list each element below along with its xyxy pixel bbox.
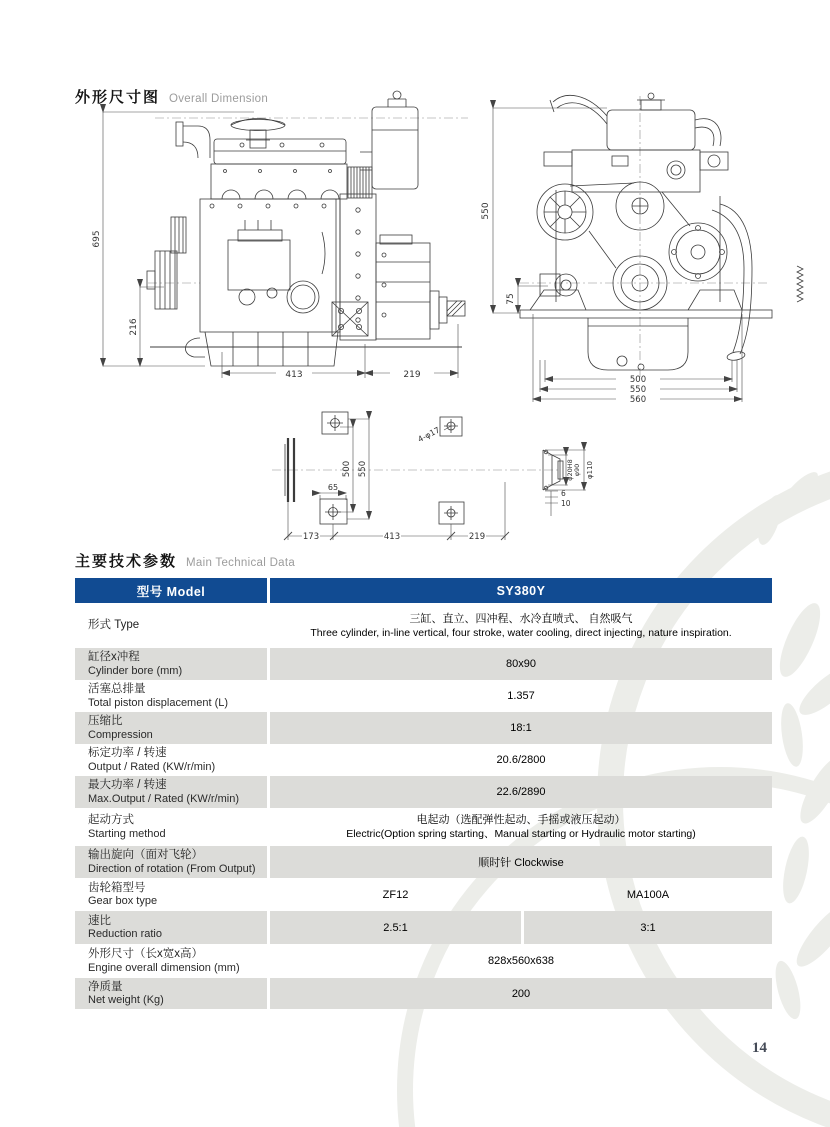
row-label-zh: 压缩比 — [88, 715, 123, 728]
air-filter — [231, 119, 285, 149]
side-view-drawing — [92, 91, 468, 380]
dim-side-crank-height: 216 — [129, 318, 139, 336]
section-title-zh: 主要技术参数 — [75, 553, 178, 570]
engine-dimension-drawings — [0, 0, 830, 560]
technical-data-table — [75, 578, 772, 1009]
row-label-en: Direction of rotation (From Output) — [88, 862, 256, 875]
table-header-row — [75, 578, 772, 603]
engine-block — [200, 199, 340, 332]
model-header-label: 型号 Model — [75, 578, 270, 603]
table-row-compression — [75, 712, 772, 744]
dim-plan-pad-width: 65 — [327, 483, 339, 492]
dim-plan-flange-outer: φ110 — [586, 461, 594, 479]
dim-front-overall-height: 550 — [481, 202, 491, 220]
row-value: 828x560x638 — [487, 955, 555, 967]
breather-hose — [695, 119, 721, 146]
row-label-zh: 形式 Type — [88, 619, 140, 632]
row-label-en: Reduction ratio — [88, 928, 162, 941]
section-title-en: Overall Dimension — [169, 93, 269, 105]
dim-side-gearbox-length: 219 — [403, 370, 421, 380]
dim-side-block-length: 413 — [285, 370, 303, 380]
rear-mount-bracket — [332, 302, 368, 336]
row-label-en: Starting method — [88, 827, 166, 840]
table-row-max-output — [75, 776, 772, 808]
table-row-displacement — [75, 680, 772, 712]
dim-front-mount-height: 75 — [506, 293, 516, 305]
row-label-zh: 外形尺寸（长x宽x高） — [88, 948, 203, 961]
row-label-zh: 标定功率 / 转速 — [88, 747, 167, 760]
mount-rail — [520, 290, 772, 318]
dipstick — [322, 232, 325, 274]
row-value: 20.6/2800 — [496, 754, 546, 766]
row-label-en: Compression — [88, 728, 153, 741]
cylinder-head — [211, 164, 347, 199]
dim-plan-span-outer: 550 — [358, 460, 368, 478]
table-row-gearbox-type — [75, 878, 772, 911]
dim-plan-rear-length: 219 — [468, 532, 486, 542]
row-label-zh: 最大功率 / 转速 — [88, 779, 167, 792]
injection-pump — [228, 220, 290, 305]
dim-plan-hole-callout: 4-φ17 — [416, 425, 442, 445]
row-value: 顺时针 Clockwise — [478, 857, 564, 869]
valve-cover — [214, 139, 346, 164]
row-label-en: Max.Output / Rated (KW/r/min) — [88, 792, 239, 805]
section-header-overall-dimension — [75, 86, 268, 107]
table-row-reduction-ratio — [75, 911, 772, 944]
inspection-cover — [287, 281, 319, 313]
dim-front-width-outer: 560 — [629, 395, 647, 405]
row-label-en: Cylinder bore (mm) — [88, 664, 183, 677]
row-value-right: MA100A — [521, 878, 772, 911]
front-pulley — [147, 217, 186, 309]
row-value-en: Three cylinder, in-line vertical, four stroke, water cooling, direct injecting, nature inspiration. — [310, 626, 732, 639]
row-value: 18:1 — [510, 722, 532, 734]
exhaust-elbow — [176, 122, 210, 158]
row-label-en: Total piston displacement (L) — [88, 696, 229, 709]
row-value: 22.6/2890 — [496, 786, 546, 798]
model-header-value: SY380Y — [496, 583, 546, 598]
table-row-net-weight — [75, 978, 772, 1009]
section-title-zh: 外形尺寸图 — [75, 89, 161, 106]
row-label-zh: 起动方式 — [88, 814, 134, 827]
row-label-zh: 缸径x冲程 — [88, 651, 140, 664]
fan-pulley — [537, 184, 593, 240]
gearbox — [376, 235, 465, 339]
side-view-dimensions — [103, 112, 458, 378]
table-row-bore — [75, 648, 772, 680]
plan-view-drawing — [272, 412, 594, 542]
dim-plan-shaft-bore: φ20H8 — [566, 459, 574, 481]
row-label-zh: 活塞总排量 — [88, 683, 146, 696]
row-value-left: 2.5:1 — [383, 921, 408, 934]
dim-plan-depth-a: 6 — [561, 489, 566, 498]
dim-plan-flange-dia: φ90 — [573, 463, 581, 477]
row-label-en: Net weight (Kg) — [88, 994, 164, 1007]
flywheel-housing — [340, 194, 376, 340]
section-title-en: Main Technical Data — [186, 557, 296, 569]
starter-motor — [540, 274, 577, 296]
table-row-overall-dimension — [75, 944, 772, 978]
dim-plan-depth-b: 10 — [561, 499, 571, 508]
inspection-cover-inner — [291, 285, 315, 309]
row-value: 1.357 — [507, 690, 535, 702]
dim-side-overall-height: 695 — [92, 230, 102, 248]
intake-hose — [550, 95, 607, 124]
row-label-en: Gear box type — [88, 895, 158, 908]
row-value-left: ZF12 — [382, 888, 409, 901]
page-number: 14 — [752, 1040, 767, 1056]
row-value-zh: 三缸、直立、四冲程、水冷直喷式、 自然吸气 — [409, 612, 633, 625]
dim-front-width-mid: 550 — [629, 385, 647, 395]
row-label-zh: 净质量 — [88, 980, 123, 993]
front-oil-pan — [588, 318, 688, 370]
block-sides — [556, 190, 720, 302]
table-row-starting-method — [75, 808, 772, 846]
dim-plan-mid-length: 413 — [383, 532, 401, 542]
table-row-rotation — [75, 846, 772, 878]
section-header-technical-data — [75, 550, 295, 571]
dim-plan-front-length: 173 — [302, 532, 320, 542]
row-label-zh: 齿轮箱型号 — [88, 881, 146, 894]
row-value-right: 3:1 — [521, 911, 772, 944]
row-label-en: Output / Rated (KW/r/min) — [88, 760, 216, 773]
row-value: 200 — [511, 987, 531, 1000]
front-expansion-tank — [607, 93, 695, 150]
oil-cooler-fins — [348, 167, 372, 198]
row-label-zh: 输出旋向（面对飞轮） — [88, 849, 203, 862]
plan-view-dimensions — [284, 419, 586, 540]
fuel-pump-cover — [669, 223, 727, 281]
row-value-zh: 电起动（选配弹性起动、手摇或液压起动） — [416, 814, 626, 826]
row-value: 80x90 — [506, 658, 536, 670]
table-row-type — [75, 603, 772, 648]
row-label-en: Engine overall dimension (mm) — [88, 961, 240, 974]
front-view-drawing — [481, 93, 803, 405]
dim-plan-span-inner: 500 — [342, 460, 352, 478]
hose-clamp-serration — [797, 266, 803, 302]
row-value-en: Electric(Option spring starting、Manual starting or Hydraulic motor starting) — [346, 828, 696, 840]
table-row-rated-output — [75, 744, 772, 776]
dim-front-width-inner: 500 — [629, 375, 647, 385]
oil-pan — [185, 332, 338, 366]
row-label-zh: 速比 — [88, 914, 111, 927]
